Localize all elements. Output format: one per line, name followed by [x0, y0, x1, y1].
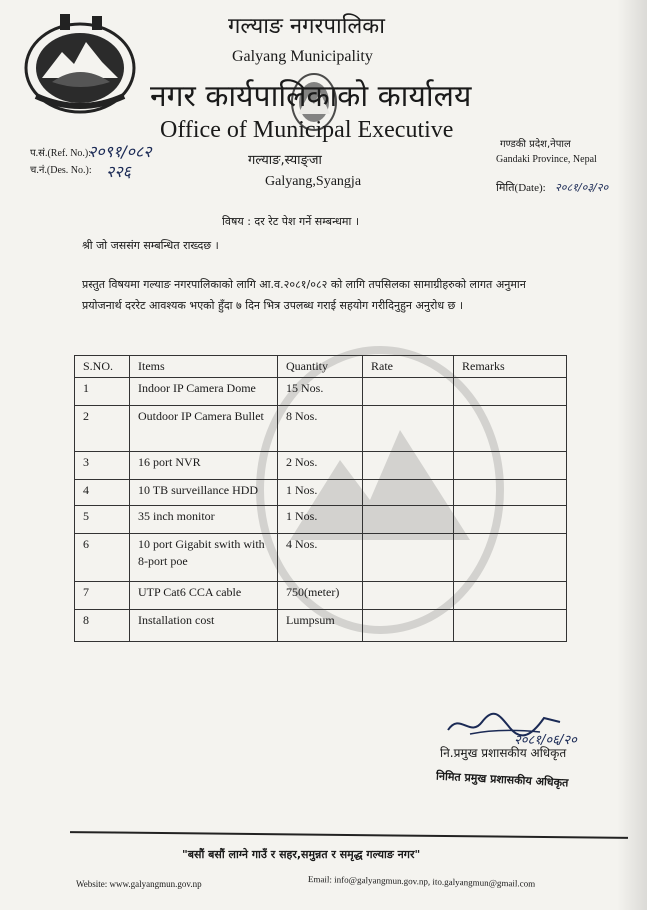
cell-sno: 2 [75, 406, 130, 452]
cell-sno: 4 [75, 480, 130, 506]
officer-stamp: निमित प्रमुख प्रशासकीय अधिकृत [435, 769, 569, 790]
cell-quantity: 8 Nos. [278, 406, 363, 452]
items-table [74, 355, 567, 642]
cell-quantity: Lumpsum [278, 610, 363, 642]
cell-item: 16 port NVR [130, 452, 278, 480]
cell-sno: 7 [75, 582, 130, 610]
cell-remarks [454, 582, 567, 610]
cell-remarks [454, 452, 567, 480]
cell-quantity: 750(meter) [278, 582, 363, 610]
cell-remarks [454, 506, 567, 534]
cell-rate [363, 582, 454, 610]
ref-no-value: २०९१/०८२ [88, 142, 152, 161]
cell-quantity: 2 Nos. [278, 452, 363, 480]
col-header-rate: Rate [363, 356, 454, 378]
municipality-name-nepali: गल्याङ नगरपालिका [228, 14, 385, 39]
cell-rate [363, 378, 454, 406]
footer-divider [70, 831, 628, 839]
letter-body: प्रस्तुत विषयमा गल्याङ नगरपालिकाको लागि आ.व.२०८१/०८२ को लागि तपसिलका सामाग्रीहरुको लागत अनुमान प्रयोजनार्थ दररेट आवश्यक भएको हुँदा ७ दिन भित्र उपलब्ध गराई सहयोग गरीदिनुहुन अनुरोध छ । [82, 278, 526, 312]
table-row [75, 534, 567, 582]
cell-item: UTP Cat6 CCA cable [130, 582, 278, 610]
col-header-items: Items [130, 356, 278, 378]
table-row [75, 610, 567, 642]
cell-remarks [454, 480, 567, 506]
col-header-sno: S.NO. [75, 356, 130, 378]
date-label: मिति(Date): [496, 182, 546, 194]
signature-date: २०८१/०६/२० [514, 733, 577, 748]
cell-quantity: 1 Nos. [278, 480, 363, 506]
col-header-quantity: Quantity [278, 356, 363, 378]
cell-rate [363, 610, 454, 642]
location-english: Galyang,Syangja [265, 174, 362, 189]
table-row [75, 582, 567, 610]
footer-website: Website: www.galyangmun.gov.np [76, 879, 202, 889]
cell-sno: 3 [75, 452, 130, 480]
des-no-value: २२६ [106, 162, 131, 181]
cell-remarks [454, 378, 567, 406]
signatory-title: नि.प्रमुख प्रशासकीय अधिकृत [440, 746, 567, 760]
cell-item: 10 TB surveillance HDD [130, 480, 278, 506]
cell-rate [363, 534, 454, 582]
table-header-row [75, 356, 567, 378]
des-no-label: च.नं.(Des. No.): [30, 165, 92, 176]
cell-sno: 5 [75, 506, 130, 534]
cell-rate [363, 406, 454, 452]
cell-item: Outdoor IP Camera Bullet [130, 406, 278, 452]
office-name-nepali: नगर कार्यपालिकाको कार्यालय [150, 79, 472, 114]
cell-remarks [454, 610, 567, 642]
location-nepali: गल्याङ,स्याङ्जा [248, 153, 322, 168]
table-row [75, 506, 567, 534]
letter-salutation: श्री जो जससंग सम्बन्धित राख्दछ । [82, 239, 219, 252]
cell-sno: 6 [75, 534, 130, 582]
cell-sno: 1 [75, 378, 130, 406]
office-name-english: Office of Municipal Executive [160, 117, 454, 143]
cell-item: Indoor IP Camera Dome [130, 378, 278, 406]
cell-item: Installation cost [130, 610, 278, 642]
cell-quantity: 15 Nos. [278, 378, 363, 406]
cell-item: 35 inch monitor [130, 506, 278, 534]
page-edge-shadow [617, 0, 647, 910]
cell-rate [363, 480, 454, 506]
cell-rate [363, 452, 454, 480]
footer-email: Email: info@galyangmun.gov.np, ito.galyangmun@gmail.com [307, 874, 536, 889]
cell-remarks [454, 534, 567, 582]
municipality-name-english: Galyang Municipality [232, 48, 373, 65]
cell-rate [363, 506, 454, 534]
nepal-emblem-logo [22, 12, 138, 116]
cell-remarks [454, 406, 567, 452]
table-row [75, 406, 567, 452]
footer-slogan: "बसौं बसौं लाग्ने गाउँ र सहर,समुन्नत र समृद्ध गल्याङ नगर" [182, 848, 421, 861]
letter-subject: विषय : दर रेट पेश गर्ने सम्बन्धमा । [222, 215, 359, 228]
ref-no-label: प.सं.(Ref. No.): [30, 148, 92, 159]
cell-sno: 8 [75, 610, 130, 642]
table-row [75, 480, 567, 506]
date-value: २०८१/०३/२० [555, 181, 609, 194]
cell-item: 10 port Gigabit swith with 8-port poe [130, 534, 278, 582]
cell-quantity: 4 Nos. [278, 534, 363, 582]
table-row [75, 452, 567, 480]
col-header-remarks: Remarks [454, 356, 567, 378]
province-english: Gandaki Province, Nepal [496, 154, 597, 165]
cell-quantity: 1 Nos. [278, 506, 363, 534]
table-row [75, 378, 567, 406]
province-nepali: गण्डकी प्रदेश,नेपाल [500, 139, 571, 150]
